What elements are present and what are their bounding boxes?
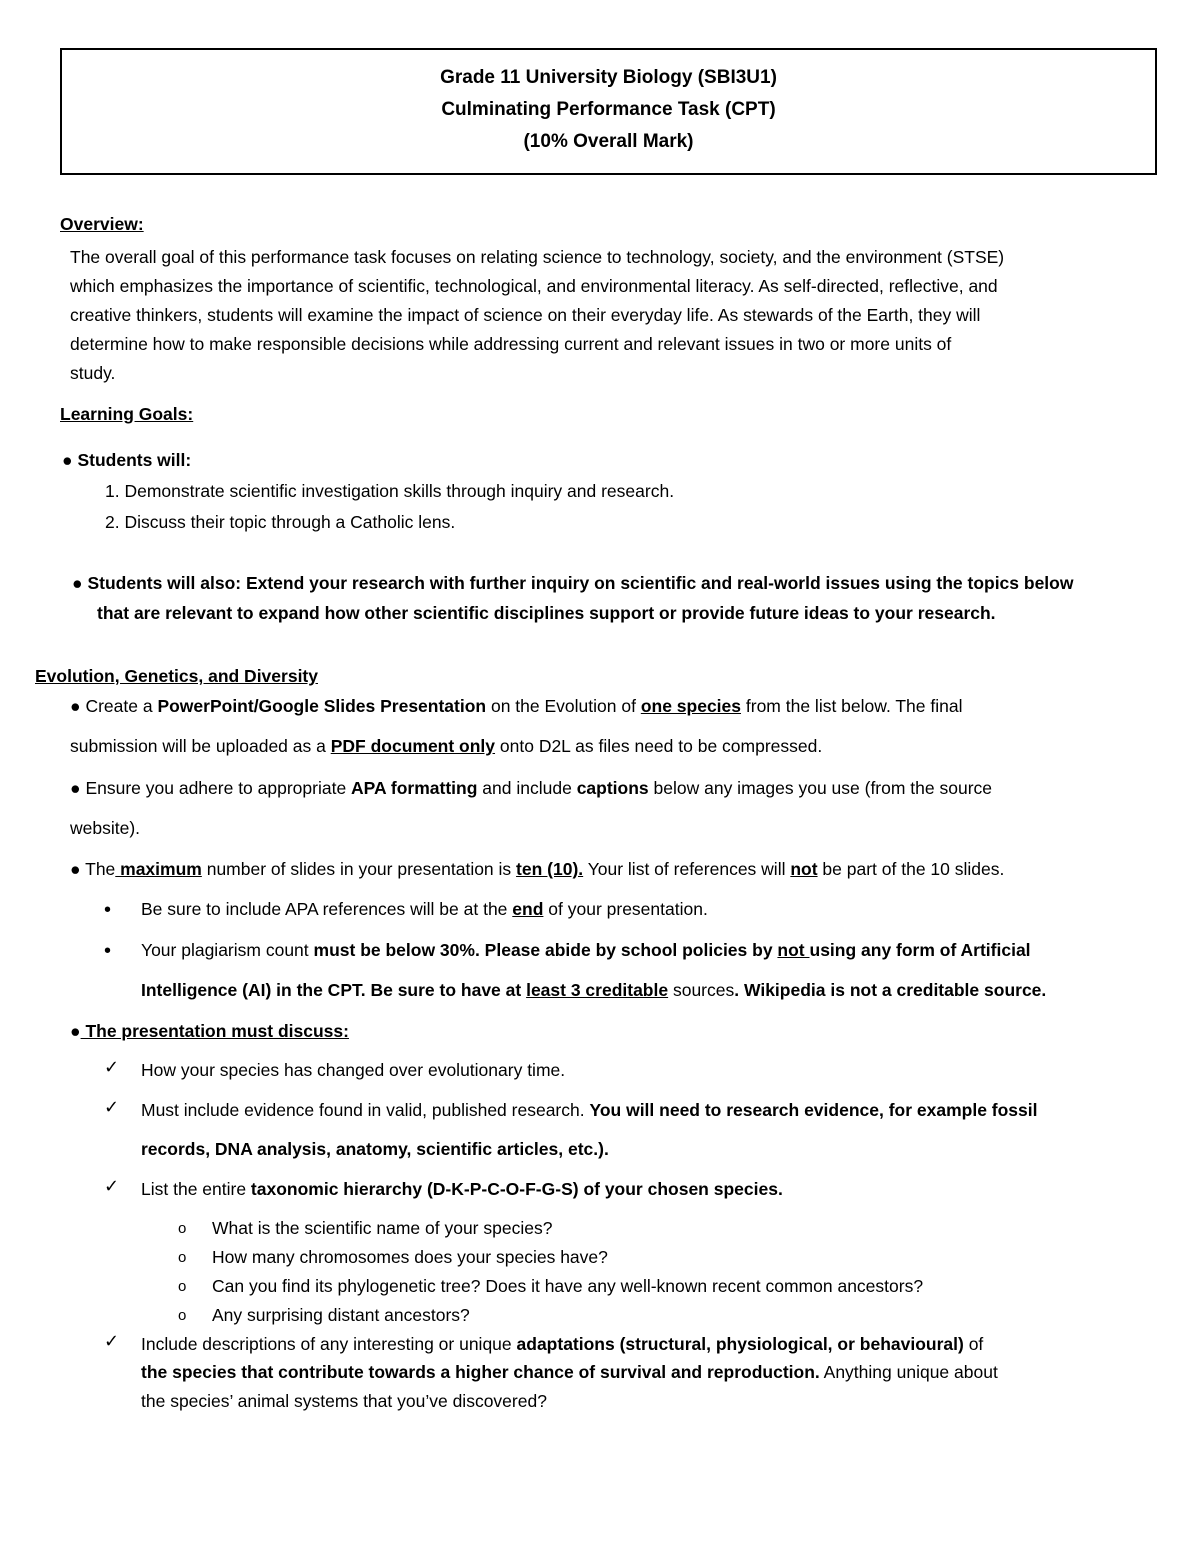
question-item: What is the scientific name of your species?	[212, 1218, 553, 1238]
sub-bullet-plagiarism: Your plagiarism count must be below 30%. Please abide by school policies by not using any form of Artificial	[141, 940, 1031, 960]
overview-line: creative thinkers, students will examine the impact of science on their everyday life. As stewards of the Earth, they will	[70, 305, 981, 325]
course-title: Grade 11 University Biology (SBI3U1)	[440, 67, 777, 88]
goal-item: 1. Demonstrate scientific investigation skills through inquiry and research.	[105, 481, 675, 501]
task-title: Culminating Performance Task (CPT)	[441, 99, 776, 120]
mark-weight: (10% Overall Mark)	[523, 131, 694, 152]
presentation-discuss-heading: ● The presentation must discuss:	[70, 1021, 349, 1041]
check-icon: ✓	[104, 1057, 120, 1077]
evolution-bullet-2-cont: website).	[70, 818, 141, 838]
overview-line: study.	[70, 363, 116, 383]
check-item-taxonomy: List the entire taxonomic hierarchy (D-K-P-C-O-F-G-S) of your chosen species.	[141, 1179, 783, 1199]
bullet-icon: ●	[70, 859, 81, 879]
sub-bullet-icon: •	[104, 940, 112, 962]
check-icon: ✓	[104, 1331, 120, 1351]
bullet-icon: ●	[70, 1021, 81, 1041]
question-item: How many chromosomes does your species have?	[212, 1247, 608, 1267]
evolution-bullet-1: ● Create a PowerPoint/Google Slides Presentation on the Evolution of one species from the list below. The final	[70, 696, 963, 716]
sub-bullet-icon: •	[104, 899, 112, 921]
title-box	[60, 48, 1157, 175]
overview-paragraph	[70, 243, 1150, 388]
sub-bullet-plagiarism-cont: Intelligence (AI) in the CPT. Be sure to have at least 3 creditable sources. Wikipedia is not a creditable source.	[141, 980, 1047, 1000]
evolution-bullet-2: ● Ensure you adhere to appropriate APA formatting and include captions below any images you use (from the source	[70, 778, 993, 798]
check-item-evidence: Must include evidence found in valid, published research. You will need to research evidence, for example fossil	[141, 1100, 1038, 1120]
question-item: Can you find its phylogenetic tree? Does it have any well-known recent common ancestors?	[212, 1276, 924, 1296]
check-item-adaptations: Include descriptions of any interesting or unique adaptations (structural, physiological, or behavioural) of	[141, 1334, 984, 1354]
check-icon: ✓	[104, 1097, 120, 1117]
evolution-bullet-1-cont: submission will be uploaded as a PDF document only onto D2L as files need to be compressed.	[70, 736, 823, 756]
students-will-label: Students will:	[77, 450, 192, 470]
goal-item: 2. Discuss their topic through a Catholic lens.	[105, 512, 456, 532]
sub-bullet-references: Be sure to include APA references will be at the end of your presentation.	[141, 899, 708, 919]
check-icon: ✓	[104, 1176, 120, 1196]
evolution-heading: Evolution, Genetics, and Diversity	[35, 666, 318, 686]
overview-heading: Overview:	[60, 214, 144, 234]
overview-line: which emphasizes the importance of scientific, technological, and environmental literacy. As self-directed, reflective, and	[70, 276, 998, 296]
learning-goals-heading: Learning Goals:	[60, 404, 194, 424]
check-item-adaptations-cont-2: the species’ animal systems that you’ve discovered?	[141, 1391, 547, 1411]
students-will-also-line: ● Students will also: Extend your research with further inquiry on scientific and real-world issues using the topics below	[72, 573, 1074, 593]
overview-line: determine how to make responsible decisions while addressing current and relevant issues in two or more units of	[70, 334, 952, 354]
check-item-change: How your species has changed over evolutionary time.	[141, 1060, 566, 1080]
students-will-item	[62, 450, 191, 471]
circle-bullet-icon: o	[178, 1307, 187, 1324]
check-item-evidence-cont: records, DNA analysis, anatomy, scientific articles, etc.).	[141, 1139, 609, 1159]
evolution-bullet-3: ● The maximum number of slides in your presentation is ten (10). Your list of references will not be part of the 10 slides.	[70, 859, 1005, 879]
bullet-icon: ●	[70, 778, 81, 798]
circle-bullet-icon: o	[178, 1278, 187, 1295]
bullet-icon: ●	[72, 573, 83, 593]
bullet-icon: ●	[70, 696, 81, 716]
overview-line: The overall goal of this performance task focuses on relating science to technology, society, and the environment (STSE)	[70, 247, 1005, 267]
bullet-icon: ●	[62, 450, 73, 470]
students-will-also-line-2: that are relevant to expand how other scientific disciplines support or provide future ideas to your research.	[97, 603, 996, 623]
check-item-adaptations-cont: the species that contribute towards a higher chance of survival and reproduction. Anything unique about	[141, 1362, 998, 1382]
circle-bullet-icon: o	[178, 1249, 187, 1266]
circle-bullet-icon: o	[178, 1220, 187, 1237]
question-item: Any surprising distant ancestors?	[212, 1305, 470, 1325]
